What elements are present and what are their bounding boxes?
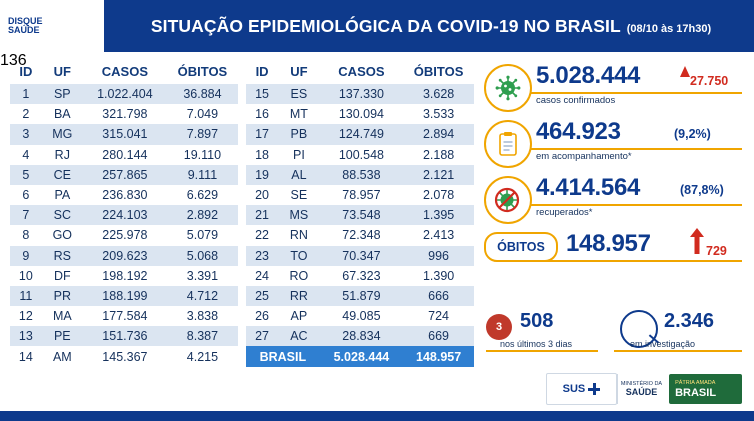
bottom-bar (0, 411, 754, 421)
indicators-panel (484, 58, 746, 358)
cell-uf: AC (290, 329, 308, 344)
cell-id: 22 (255, 228, 270, 243)
col-header-casos: CASOS (101, 64, 148, 79)
cell-id: 10 (18, 268, 33, 283)
government-logo (669, 374, 742, 404)
cell-uf: PI (292, 147, 305, 162)
cell-uf: CE (53, 167, 71, 182)
table-row (246, 145, 474, 165)
cell-obitos: 3.838 (186, 309, 219, 324)
cell-uf: RS (53, 248, 71, 263)
cell-id: 24 (255, 268, 270, 283)
table-row (10, 165, 238, 185)
cell-uf: BA (53, 107, 71, 122)
health-cross-icon (588, 383, 600, 395)
confirmed-caption: casos confirmados (536, 95, 616, 106)
cell-casos: 321.798 (102, 107, 148, 122)
cell-id: 12 (18, 309, 33, 324)
table-row (10, 124, 238, 144)
table-row (10, 104, 238, 124)
table-row (246, 326, 474, 346)
table-total-row (246, 346, 474, 366)
cell-uf: PE (53, 329, 71, 344)
recovered-delta: (87,8%) (680, 183, 724, 197)
confirmed-value: 5.028.444 (536, 62, 641, 89)
disque-saude-logo (0, 0, 104, 69)
cell-uf: TO (290, 248, 308, 263)
ministry-top-label: MINISTÉRIO DA (620, 381, 663, 387)
cell-obitos: 2.188 (422, 147, 455, 162)
table-row (246, 104, 474, 124)
cell-casos: 188.199 (102, 288, 148, 303)
cell-id: 20 (255, 188, 270, 203)
page-title (104, 16, 754, 37)
cell-uf: PB (290, 127, 308, 142)
cell-casos: 72.348 (342, 228, 381, 243)
cell-casos: 124.749 (338, 127, 385, 142)
indicator-recovered (484, 170, 746, 226)
cell-id: 23 (255, 248, 270, 263)
cell-casos: 130.094 (338, 107, 385, 122)
divider-line (506, 204, 742, 206)
cell-casos: 225.978 (102, 228, 148, 243)
table-header-row (246, 60, 474, 84)
indicator-bottom-row (484, 308, 746, 364)
total-obitos: 148.957 (416, 349, 462, 364)
cell-casos: 145.367 (102, 349, 148, 364)
ministry-logo (617, 374, 665, 404)
gov-bottom-label: BRASIL (675, 386, 717, 399)
last-three-days-value: 508 (520, 310, 554, 332)
cell-id: 8 (22, 228, 30, 243)
cell-casos: 49.085 (342, 309, 381, 324)
cell-obitos: 7.897 (186, 127, 219, 142)
table-row (246, 185, 474, 205)
cell-uf: GO (52, 228, 73, 243)
cell-obitos: 4.215 (186, 349, 219, 364)
cell-uf: RN (289, 228, 308, 243)
col-header-obitos: ÓBITOS (413, 64, 464, 79)
cell-obitos: 2.894 (422, 127, 455, 142)
cell-obitos: 19.110 (183, 147, 222, 162)
indicator-deaths (484, 226, 746, 282)
col-header-casos: CASOS (338, 64, 385, 79)
table-row (246, 165, 474, 185)
cell-obitos: 36.884 (183, 87, 222, 102)
cell-obitos: 6.629 (186, 188, 219, 203)
cell-id: 14 (18, 349, 33, 364)
deaths-label: ÓBITOS (484, 232, 558, 262)
monitoring-value: 464.923 (536, 118, 621, 145)
cell-uf: MA (52, 309, 72, 324)
under-investigation-value: 2.346 (664, 310, 715, 332)
confirmed-delta: 27.750 (690, 74, 729, 88)
cell-obitos: 1.390 (422, 268, 455, 283)
virus-icon (484, 64, 532, 112)
cell-obitos: 3.533 (422, 107, 455, 122)
ministry-bottom-label: SAÚDE (625, 387, 658, 397)
cell-id: 2 (22, 107, 30, 122)
table-row (246, 266, 474, 286)
table-row (10, 84, 238, 104)
under-investigation-caption: em investigação (630, 339, 696, 349)
cell-id: 19 (255, 167, 270, 182)
cell-uf: PA (54, 188, 71, 203)
cell-id: 1 (22, 87, 30, 102)
cell-casos: 177.584 (102, 309, 148, 324)
logo-line1: DISQUE (8, 16, 43, 26)
cell-id: 6 (22, 188, 30, 203)
cell-obitos: 3.628 (422, 87, 455, 102)
cell-uf: RO (289, 268, 309, 283)
table-row (246, 286, 474, 306)
cell-casos: 100.548 (338, 147, 385, 162)
table-row (10, 286, 238, 306)
col-header-uf: UF (53, 64, 71, 79)
cell-casos: 315.041 (102, 127, 148, 142)
cell-casos: 198.192 (102, 268, 148, 283)
cell-id: 27 (255, 329, 270, 344)
cell-casos: 28.834 (342, 329, 381, 344)
cell-casos: 51.879 (342, 288, 381, 303)
confirmed-arrow-icon (680, 64, 690, 82)
cell-uf: MS (289, 208, 309, 223)
divider-line (506, 92, 742, 94)
monitoring-delta: (9,2%) (674, 127, 711, 141)
monitoring-caption: em acompanhamento* (536, 151, 632, 162)
total-casos: 5.028.444 (333, 349, 390, 364)
cell-obitos: 7.049 (186, 107, 219, 122)
cell-casos: 137.330 (338, 87, 385, 102)
sus-logo (546, 373, 617, 405)
col-header-id: ID (255, 64, 269, 79)
logo-line2: SAÚDE (8, 25, 40, 35)
cell-casos: 1.022.404 (97, 87, 153, 102)
three-days-badge: 3 (486, 314, 512, 340)
cell-uf: ES (290, 87, 308, 102)
cell-id: 9 (22, 248, 30, 263)
cell-casos: 88.538 (342, 167, 381, 182)
cell-obitos: 2.078 (422, 188, 455, 203)
cell-id: 26 (255, 309, 270, 324)
cell-uf: AL (291, 167, 307, 182)
cell-obitos: 4.712 (186, 288, 219, 303)
cell-obitos: 3.391 (186, 268, 219, 283)
cell-id: 15 (255, 87, 270, 102)
cell-id: 21 (255, 208, 270, 223)
table-row (246, 84, 474, 104)
cell-casos: 236.830 (102, 188, 148, 203)
recovered-caption: recuperados* (536, 207, 593, 218)
cell-obitos: 2.413 (422, 228, 455, 243)
table-row (246, 205, 474, 225)
table-row (10, 225, 238, 245)
deaths-delta: 729 (706, 244, 727, 258)
cell-uf: AP (290, 309, 308, 324)
states-table-left (10, 60, 238, 367)
page-title-subtitle: (08/10 às 17h30) (626, 22, 712, 35)
cell-casos: 280.144 (102, 147, 148, 162)
cell-id: 11 (19, 288, 33, 303)
cell-uf: RR (289, 288, 308, 303)
cell-uf: MG (52, 127, 73, 142)
deaths-value: 148.957 (566, 230, 651, 257)
cell-casos: 151.736 (102, 329, 148, 344)
cell-id: 18 (255, 147, 270, 162)
table-row (246, 306, 474, 326)
clipboard-icon (484, 120, 532, 168)
indicator-monitoring (484, 114, 746, 170)
page-title-main: SITUAÇÃO EPIDEMIOLÓGICA DA COVID-19 NO BRASIL (150, 15, 621, 36)
footer-logos (546, 372, 742, 406)
page-header (0, 0, 754, 69)
divider-line-left (486, 350, 598, 352)
cell-id: 13 (18, 329, 33, 344)
divider-line (506, 148, 742, 150)
cell-obitos: 666 (428, 288, 450, 303)
cell-id: 5 (22, 167, 30, 182)
cell-obitos: 2.121 (422, 167, 455, 182)
recovered-value: 4.414.564 (536, 174, 641, 201)
table-row (246, 225, 474, 245)
states-table-right (246, 60, 474, 367)
deaths-arrow-icon (690, 228, 704, 254)
table-header-row (10, 60, 238, 84)
cell-uf: MT (289, 107, 308, 122)
cell-id: 4 (22, 147, 30, 162)
cell-obitos: 669 (428, 329, 450, 344)
last-three-days-caption: nos últimos 3 dias (500, 339, 573, 349)
cell-id: 17 (255, 127, 270, 142)
cell-id: 25 (255, 288, 270, 303)
cell-casos: 73.548 (342, 208, 381, 223)
cell-casos: 70.347 (342, 248, 381, 263)
table-row (10, 266, 238, 286)
table-row (10, 185, 238, 205)
cell-obitos: 2.892 (186, 208, 219, 223)
col-header-id: ID (19, 64, 33, 79)
logo-number: 136 (0, 52, 27, 69)
cell-casos: 78.957 (342, 188, 381, 203)
cell-uf: SC (53, 208, 71, 223)
cell-uf: RJ (54, 147, 70, 162)
cell-uf: DF (53, 268, 71, 283)
table-row (10, 326, 238, 346)
table-row (246, 246, 474, 266)
cell-obitos: 5.079 (186, 228, 219, 243)
table-row (10, 246, 238, 266)
cell-uf: SE (290, 188, 308, 203)
table-row (10, 205, 238, 225)
table-row (10, 346, 238, 366)
cell-id: 16 (255, 107, 270, 122)
cell-uf: AM (52, 349, 72, 364)
indicator-confirmed (484, 58, 746, 114)
cell-uf: SP (53, 87, 71, 102)
table-row (10, 306, 238, 326)
table-row (10, 145, 238, 165)
cell-uf: PR (53, 288, 71, 303)
cell-casos: 209.623 (102, 248, 148, 263)
gov-top-label: PÁTRIA AMADA (675, 379, 716, 386)
table-row (246, 124, 474, 144)
divider-line-right (614, 350, 742, 352)
cell-id: 3 (22, 127, 30, 142)
cell-id: 7 (22, 208, 30, 223)
cell-obitos: 5.068 (186, 248, 219, 263)
cell-obitos: 724 (428, 309, 450, 324)
col-header-uf: UF (290, 64, 308, 79)
cell-casos: 257.865 (102, 167, 148, 182)
sus-label: SUS (562, 383, 586, 395)
cell-casos: 224.103 (102, 208, 148, 223)
cell-obitos: 996 (428, 248, 450, 263)
cell-obitos: 8.387 (186, 329, 219, 344)
cell-casos: 67.323 (342, 268, 381, 283)
cell-obitos: 9.111 (187, 167, 218, 182)
col-header-obitos: ÓBITOS (177, 64, 228, 79)
cell-obitos: 1.395 (422, 208, 455, 223)
total-label: BRASIL (259, 349, 307, 364)
states-tables (10, 60, 480, 367)
virus-crossed-icon (484, 176, 532, 224)
